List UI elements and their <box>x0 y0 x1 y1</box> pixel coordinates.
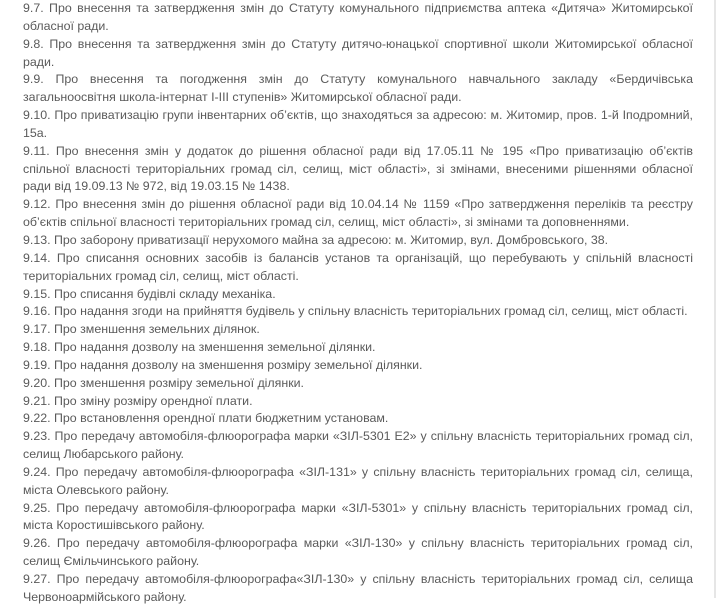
agenda-item: 9.15. Про списання будівлі складу механіка. <box>23 286 276 301</box>
agenda-item: 9.20. Про зменшення розміру земельної ділянки. <box>23 375 305 390</box>
agenda-item: 9.9. Про внесення та погодження змін до Статуту комунального навчального закладу «Бердичівська загальноосвітня школа-інтернат І-ІІІ ступенів» Житомирської обласної ради. <box>23 72 693 105</box>
agenda-item: 9.10. Про приватизацію групи інвентарних об’єктів, що знаходяться за адресою: м. Житомир, пров. 1-й Іподромний, 15а. <box>23 108 693 140</box>
agenda-item: 9.23. Про передачу автомобіля-флюорографа марки «ЗІЛ-5301 Е2» у спільну власність територіальних громад сіл, селищ Любарського району. <box>23 429 693 462</box>
agenda-item: 9.24. Про передачу автомобіля-флюорографа «ЗІЛ-131» у спільну власність територіальних громад сіл, селища, міста Олевського району. <box>23 464 693 497</box>
agenda-item: 9.17. Про зменшення земельних ділянок. <box>23 322 260 337</box>
agenda-item: 9.16. Про надання згоди на прийняття будівель у спільну власність територіальних громад сіл, селищ, міст області. <box>23 304 688 319</box>
agenda-item: 9.8. Про внесення та затвердження змін до Статуту дитячо-юнацької спортивної школи Житомирської обласної ради. <box>23 36 693 69</box>
agenda-item: 9.26. Про передачу автомобіля-флюорографа марки «ЗІЛ-130» у спільну власність територіальних громад сіл, селищ Ємільчинського району. <box>23 536 693 569</box>
agenda-item: 9.21. Про зміну розміру орендної плати. <box>23 393 253 408</box>
agenda-item: 9.27. Про передачу автомобіля-флюорографа«ЗІЛ-130» у спільну власність територіальних громад сіл, селища Червоноармійського району. <box>23 572 693 604</box>
agenda-item: 9.22. Про встановлення орендної плати бюджетним установам. <box>23 411 389 426</box>
agenda-item: 9.12. Про внесення змін до рішення обласної ради від 10.04.14 № 1159 «Про затвердження переліків та реєстру об’єктів спільної власності територіальних громад сіл, селищ, міст області», зі змінами та доповненнями. <box>23 197 693 230</box>
agenda-item: 9.18. Про надання дозволу на зменшення земельної ділянки. <box>23 340 376 355</box>
agenda-item: 9.7. Про внесення та затвердження змін до Статуту комунального підприємства аптека «Дитяча» Житомирської обласної ради. <box>23 1 693 33</box>
agenda-item: 9.13. Про заборону приватизації нерухомого майна за адресою: м. Житомир, вул. Домбровського, 38. <box>23 232 609 247</box>
agenda-item: 9.14. Про списання основних засобів із балансів установ та організацій, що перебувають у спільній власності територіальних громад сіл, селищ, міст області. <box>23 250 693 283</box>
agenda-item: 9.25. Про передачу автомобіля-флюорографа марки «ЗІЛ-5301» у спільну власність територіальних громад сіл, міста Коростишівського району. <box>23 500 693 533</box>
agenda-item: 9.11. Про внесення змін у додаток до рішення обласної ради від 17.05.11 № 195 «Про приватизацію об’єктів спільної власності територіальних громад сіл, селищ, міст області», зі змінами, внесеними рішеннями обласної ради від 19.09.13 № 972, від 19.03.15 № 1438. <box>23 143 693 194</box>
agenda-item: 9.19. Про надання дозволу на зменшення розміру земельної ділянки. <box>23 357 423 372</box>
agenda-list <box>23 0 693 607</box>
